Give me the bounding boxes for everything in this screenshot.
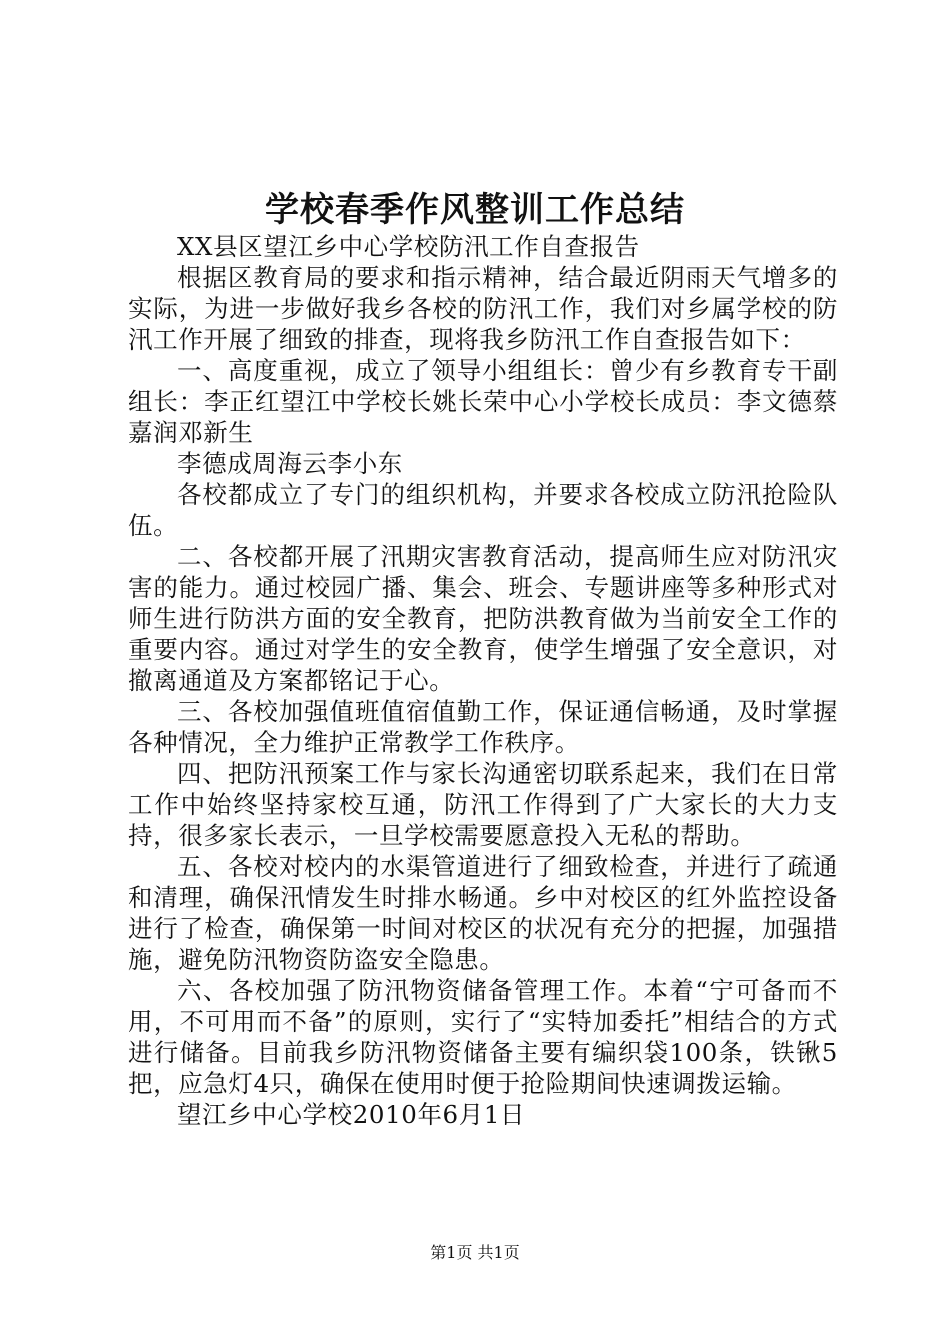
document-title: 学校春季作风整训工作总结 (265, 190, 685, 230)
section-five-paragraph: 五、各校对校内的水渠管道进行了细致检查，并进行了疏通和清理，确保汛情发生时排水畅通。乡中对校区的红外监控设备进行了检查，确保第一时间对校区的状况有充分的把握，加强措施，避免防汛物资防盗安全隐患。 (128, 852, 838, 974)
section-three-paragraph: 三、各校加强值班值宿值勤工作，保证通信畅通，及时掌握各种情况，全力维护正常教学工作秩序。 (128, 697, 838, 757)
members-paragraph: 李德成周海云李小东 (177, 449, 403, 478)
section-six-paragraph: 六、各校加强了防汛物资储备管理工作。本着“宁可备而不用，不可用而不备”的原则，实行了“实特加委托”相结合的方式进行储备。目前我乡防汛物资储备主要有编织袋100条，铁锹5把，应急灯4只，确保在使用时便于抢险期间快速调拨运输。 (128, 976, 838, 1098)
section-four-paragraph: 四、把防汛预案工作与家长沟通密切联系起来，我们在日常工作中始终坚持家校互通，防汛工作得到了广大家长的大力支持，很多家长表示，一旦学校需要愿意投入无私的帮助。 (128, 759, 838, 850)
report-heading: XX县区望江乡中心学校防汛工作自查报告 (177, 232, 640, 261)
signature-date: 望江乡中心学校2010年6月1日 (177, 1100, 526, 1129)
section-two-paragraph: 二、各校都开展了汛期灾害教育活动，提高师生应对防汛灾害的能力。通过校园广播、集会、班会、专题讲座等多种形式对师生进行防洪方面的安全教育，把防洪教育做为当前安全工作的重要内容。通过对学生的安全教育，使学生增强了安全意识，对撤离通道及方案都铭记于心。 (128, 542, 838, 695)
organization-paragraph: 各校都成立了专门的组织机构，并要求各校成立防汛抢险队伍。 (128, 480, 838, 540)
document-body (128, 231, 838, 1130)
section-one-paragraph: 一、高度重视，成立了领导小组组长：曾少有乡教育专干副组长：李正红望江中学校长姚长荣中心小学校长成员：李文德蔡嘉润邓新生 (128, 356, 838, 447)
page-number-footer: 第1页 共1页 (430, 1243, 520, 1262)
intro-paragraph: 根据区教育局的要求和指示精神，结合最近阴雨天气增多的实际，为进一步做好我乡各校的防汛工作，我们对乡属学校的防汛工作开展了细致的排查，现将我乡防汛工作自查报告如下： (128, 263, 838, 354)
